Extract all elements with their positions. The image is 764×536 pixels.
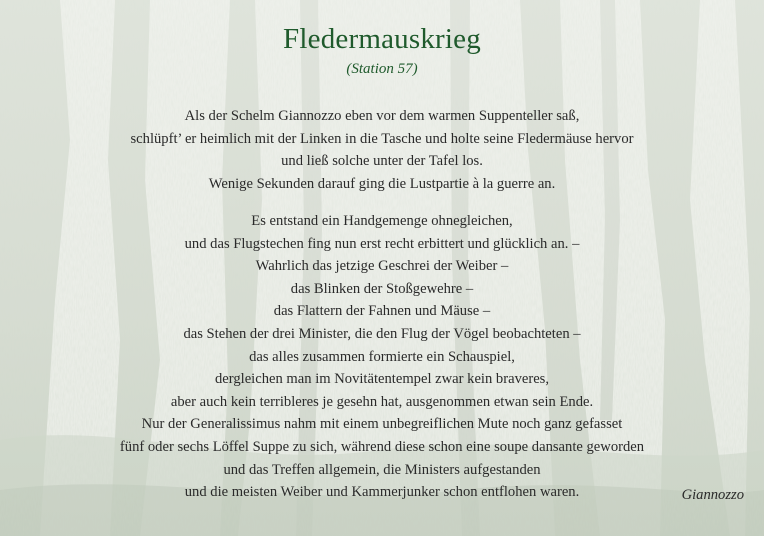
stanza-line: aber auch kein terribleres je gesehn hat, ausgenommen etwan sein Ende. bbox=[170, 393, 594, 410]
stanza-1 bbox=[0, 105, 764, 195]
stanza-line: und die meisten Weiber und Kammerjunker schon entflohen waren. bbox=[184, 484, 580, 501]
stanza-line: und das Treffen allgemein, die Ministers aufgestanden bbox=[223, 461, 541, 478]
stanza-line: Wahrlich das jetzige Geschrei der Weiber – bbox=[255, 258, 509, 275]
author-signature: Giannozzo bbox=[681, 487, 744, 503]
stanza-line: Es entstand ein Handgemenge ohnegleichen, bbox=[251, 213, 513, 229]
stanza-line: Nur der Generalissimus nahm mit einem unbegreiflichen Mute noch ganz gefasset bbox=[141, 416, 623, 433]
stanza-2 bbox=[0, 210, 764, 504]
poem-title: Fledermauskrieg bbox=[283, 23, 481, 55]
stanza-line: das Blinken der Stoßgewehre – bbox=[290, 280, 474, 297]
stanza-line: dergleichen man im Novitätentempel zwar kein braveres, bbox=[214, 371, 550, 388]
stanza-line: und ließ solche unter der Tafel los. bbox=[281, 153, 483, 170]
stanza-line: Als der Schelm Giannozzo eben vor dem warmen Suppenteller saß, bbox=[184, 108, 580, 124]
stanza-line: fünf oder sechs Löffel Suppe zu sich, während diese schon eine soupe dansante geworden bbox=[119, 438, 645, 455]
stanza-line: und das Flugstechen fing nun erst recht erbittert und glücklich an. – bbox=[184, 235, 580, 252]
stanza-line: schlüpft’ er heimlich mit der Linken in die Tasche und holte seine Fledermäuse hervor bbox=[130, 130, 634, 147]
stanza-line: das Stehen der drei Minister, die den Flug der Vögel beobachteten – bbox=[183, 325, 581, 342]
stanza-line: Wenige Sekunden darauf ging die Lustpartie à la guerre an. bbox=[208, 175, 556, 192]
station-subtitle: (Station 57) bbox=[346, 61, 418, 77]
stanza-line: das Flattern der Fahnen und Mäuse – bbox=[273, 303, 491, 320]
stanza-line: das alles zusammen formierte ein Schauspiel, bbox=[249, 348, 515, 365]
